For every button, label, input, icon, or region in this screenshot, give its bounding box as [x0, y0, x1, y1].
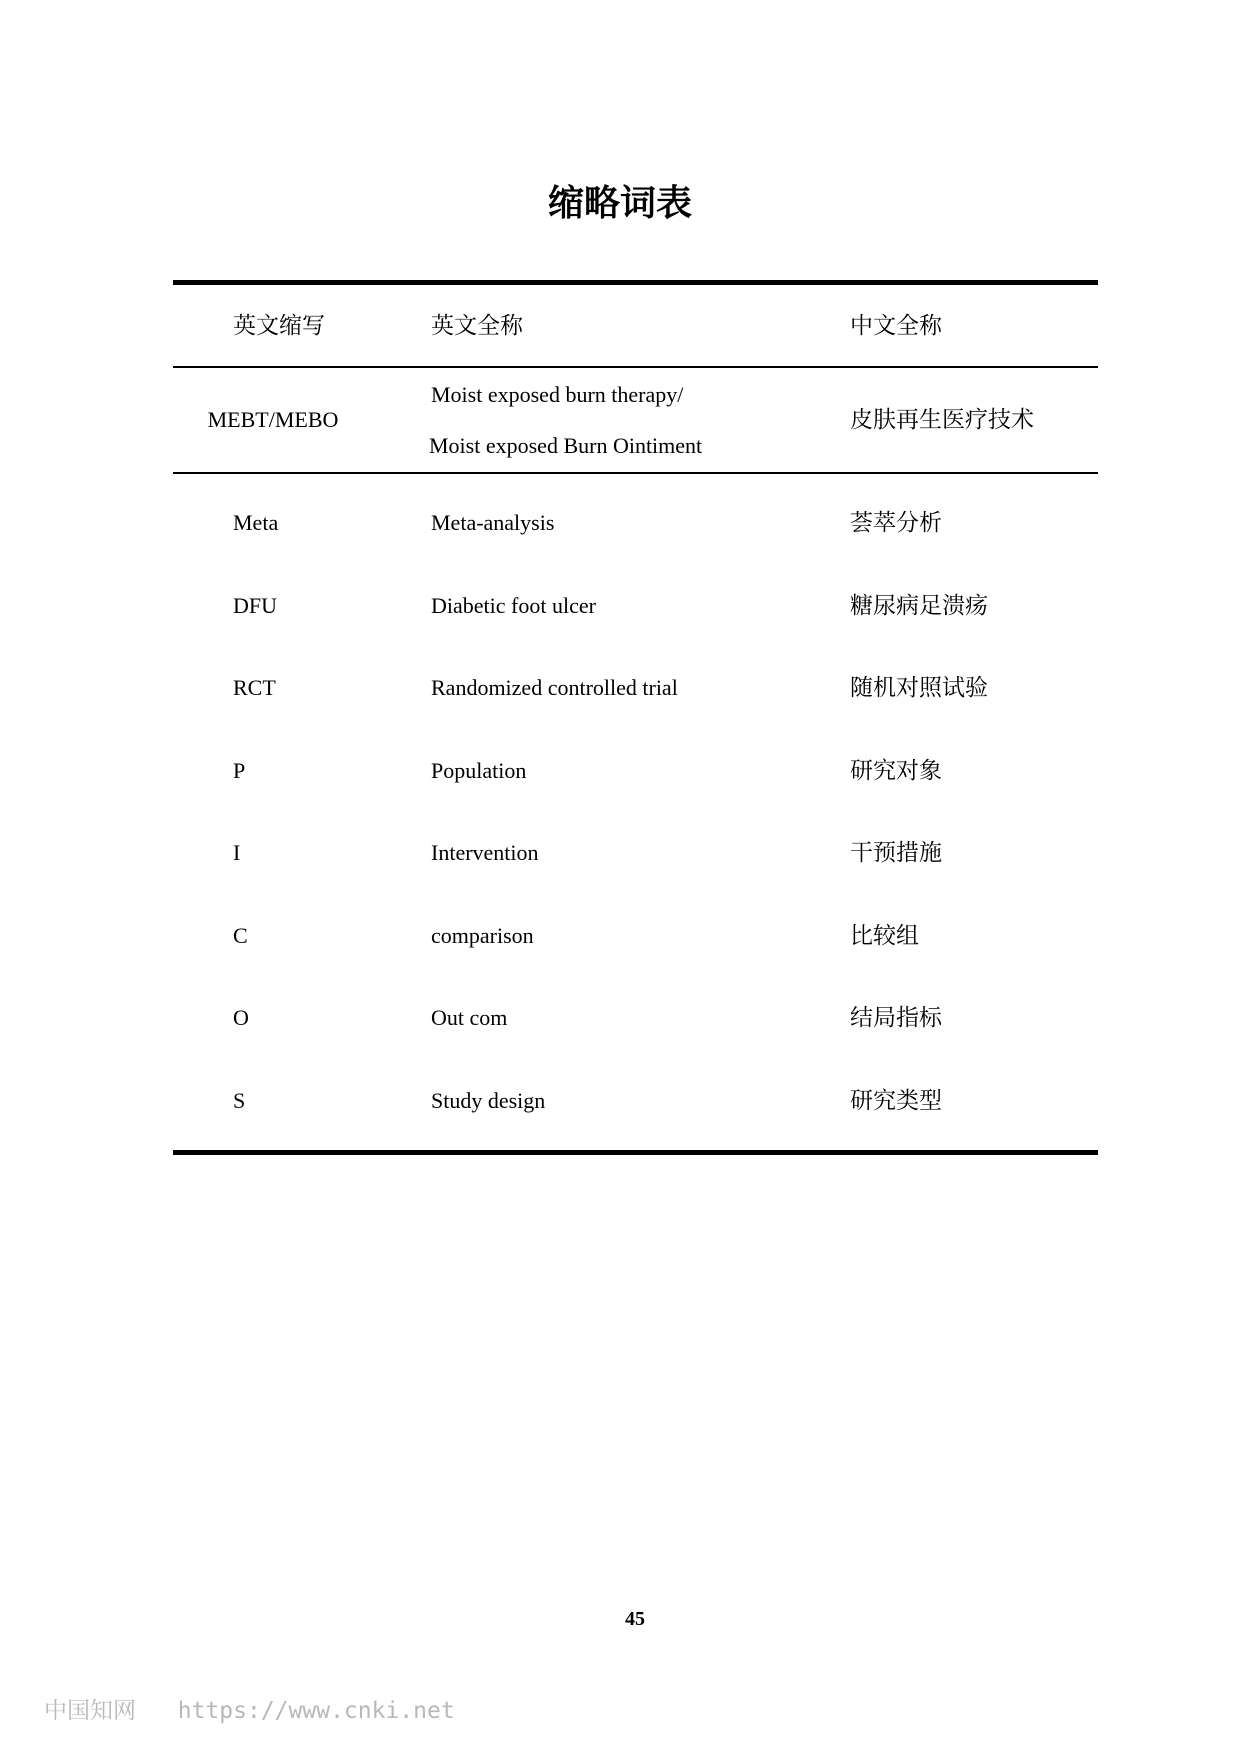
page-title: 缩略词表: [547, 183, 692, 224]
row-english-full-name: Randomized controlled trial: [431, 675, 678, 701]
row-english-full-name: Intervention: [431, 840, 539, 866]
row-chinese-full-name: 研究对象: [850, 757, 942, 784]
row-english-full-name: Out com: [431, 1005, 508, 1031]
row-abbreviation: RCT: [233, 675, 276, 701]
row-english-full-name: Study design: [431, 1087, 546, 1113]
row-abbreviation: I: [233, 840, 241, 866]
row-abbreviation: C: [233, 922, 248, 948]
header-abbreviation: 英文缩写: [233, 312, 325, 339]
row-abbreviation: Meta: [233, 510, 279, 536]
row-english-full-name: comparison: [431, 922, 534, 948]
row-abbreviation: MEBT/MEBO: [207, 407, 339, 432]
watermark-site-name: 中国知网: [44, 1698, 136, 1724]
row-chinese-full-name: 结局指标: [850, 1005, 942, 1032]
table-row: [173, 565, 1098, 648]
row-english-full-name: Population: [431, 757, 527, 783]
table-row: [173, 482, 1098, 565]
row-chinese-full-name: 干预措施: [850, 840, 942, 867]
row-chinese-full-name: 糖尿病足溃疡: [850, 592, 988, 619]
table-body: [173, 474, 1098, 1150]
abbreviation-table: [173, 280, 1098, 1155]
row-abbreviation: P: [233, 757, 246, 783]
row-chinese-full-name: 荟萃分析: [850, 510, 942, 537]
row-chinese-full-name: 研究类型: [850, 1087, 942, 1114]
table-row: [173, 977, 1098, 1060]
table-header-row: [173, 285, 1098, 366]
header-chinese-full-name: 中文全称: [850, 312, 942, 339]
table-row: [173, 368, 1098, 472]
row-english-full-name: [431, 380, 702, 461]
table-row: [173, 647, 1098, 730]
english-line-2: Moist exposed Burn Ointiment: [429, 432, 703, 458]
table-row: [173, 895, 1098, 978]
row-english-full-name: Diabetic foot ulcer: [431, 592, 596, 618]
english-line-1: Moist exposed burn therapy/: [431, 381, 684, 407]
header-english-full-name: 英文全称: [431, 312, 523, 339]
row-abbreviation: DFU: [233, 592, 278, 618]
row-abbreviation: S: [233, 1087, 246, 1113]
table-row: [173, 730, 1098, 813]
watermark-url: https://www.cnki.net: [177, 1698, 455, 1724]
row-english-full-name: Meta-analysis: [431, 510, 555, 536]
row-chinese-full-name: 比较组: [850, 922, 919, 949]
table-row: [173, 1060, 1098, 1143]
page-number: 45: [625, 1608, 645, 1630]
row-abbreviation: O: [233, 1005, 249, 1031]
watermark: [44, 1692, 455, 1725]
table-row: [173, 812, 1098, 895]
row-chinese-full-name: 随机对照试验: [850, 675, 988, 702]
row-chinese-full-name: 皮肤再生医疗技术: [850, 407, 1034, 433]
table-bottom-rule: [173, 1150, 1098, 1155]
